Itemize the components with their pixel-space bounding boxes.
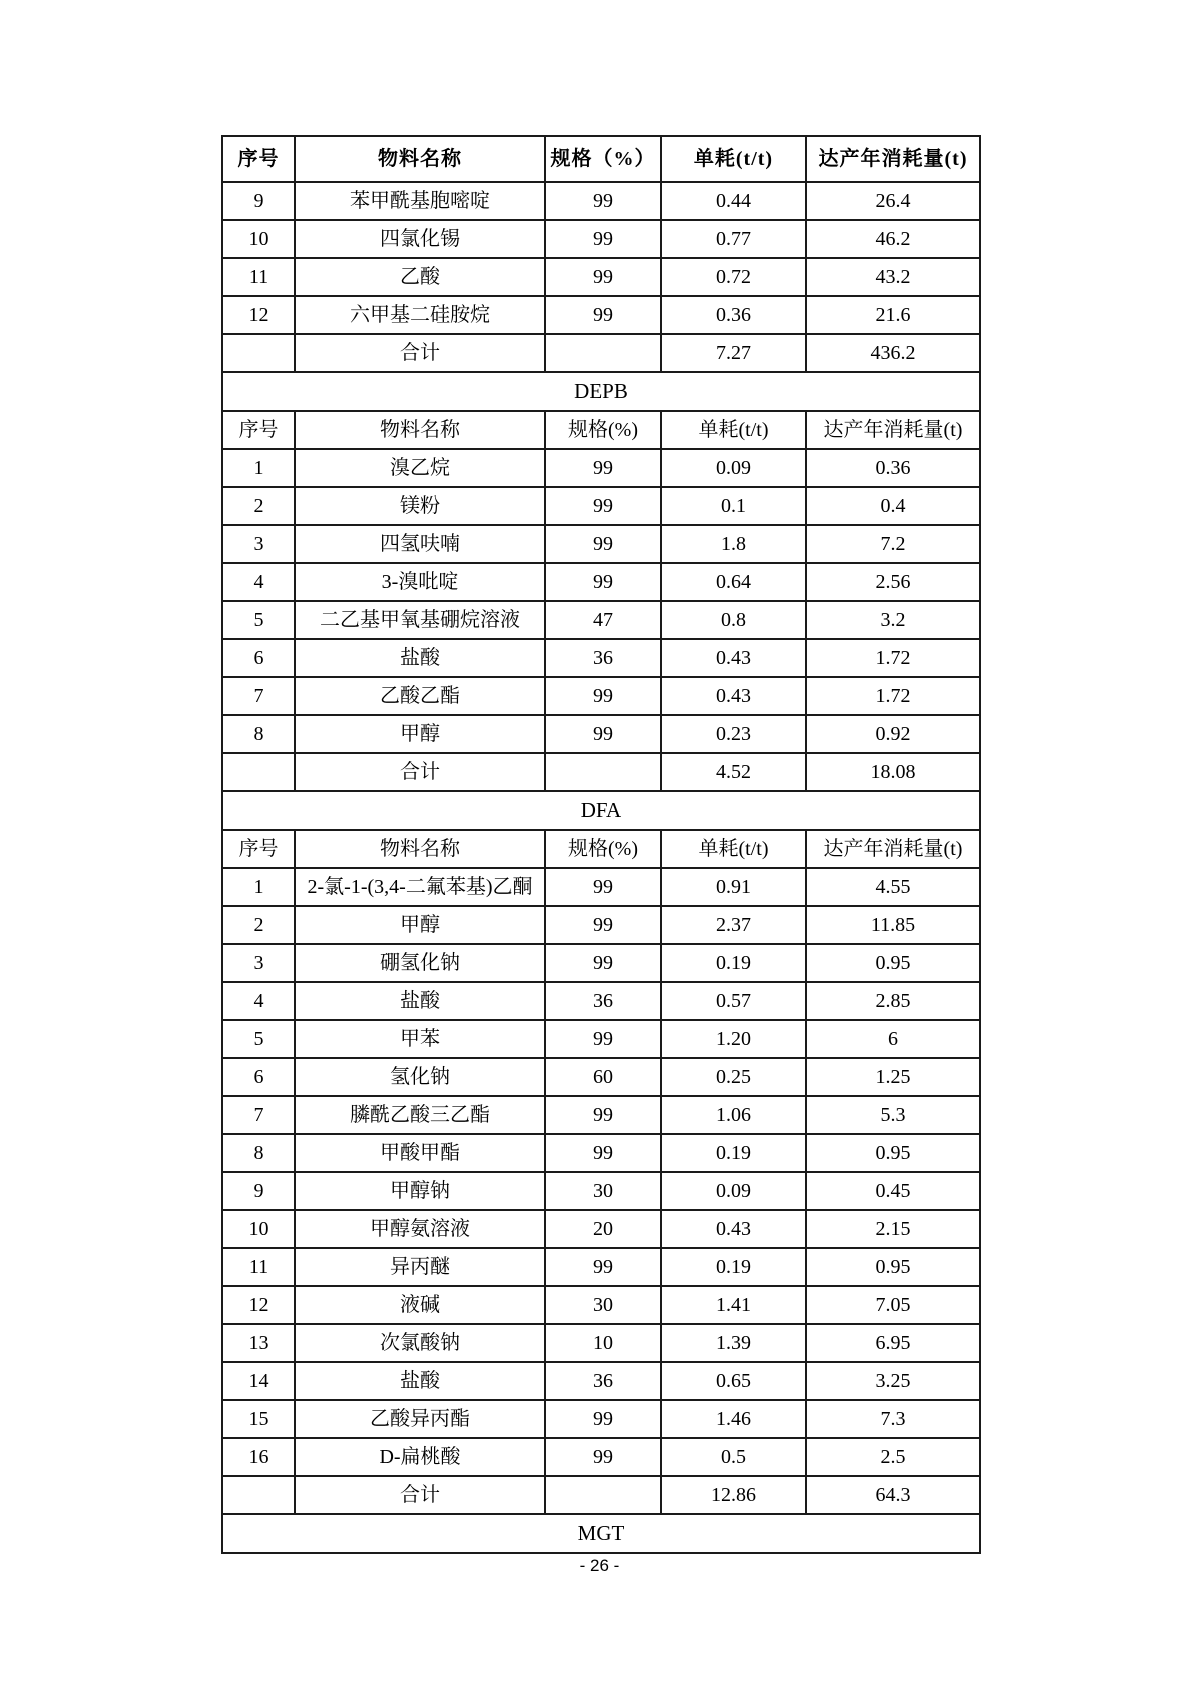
- section-title-row-mgt: [222, 1514, 980, 1553]
- material-row: [222, 601, 980, 639]
- seq-cell: 11: [222, 258, 295, 296]
- material-row: [222, 1096, 980, 1134]
- material-name-cell: 苯甲酰基胞嘧啶: [295, 182, 545, 220]
- unit-consumption-cell: 0.19: [661, 944, 806, 982]
- spec-cell: 99: [545, 296, 661, 334]
- material-name-cell: 二乙基甲氧基硼烷溶液: [295, 601, 545, 639]
- spec-cell: 99: [545, 1248, 661, 1286]
- unit-consumption-cell: 0.5: [661, 1438, 806, 1476]
- annual-consumption-cell: 4.55: [806, 868, 980, 906]
- header-material-name-cell: 物料名称: [295, 411, 545, 449]
- spec-cell: 99: [545, 487, 661, 525]
- annual-consumption-cell: 21.6: [806, 296, 980, 334]
- unit-consumption-cell: 0.43: [661, 639, 806, 677]
- seq-cell: 7: [222, 1096, 295, 1134]
- annual-consumption-cell: 1.25: [806, 1058, 980, 1096]
- unit-consumption-cell: 0.43: [661, 1210, 806, 1248]
- total-annual-consumption-cell: 64.3: [806, 1476, 980, 1514]
- spec-cell: 99: [545, 1438, 661, 1476]
- material-name-cell: 2-氯-1-(3,4-二氟苯基)乙酮: [295, 868, 545, 906]
- spec-cell: 60: [545, 1058, 661, 1096]
- seq-cell: 10: [222, 1210, 295, 1248]
- annual-consumption-cell: 11.85: [806, 906, 980, 944]
- seq-cell: 2: [222, 906, 295, 944]
- annual-consumption-cell: 3.25: [806, 1362, 980, 1400]
- header-annual-consumption-cell: 达产年消耗量(t): [806, 411, 980, 449]
- total-row: [222, 1476, 980, 1514]
- material-name-cell: 盐酸: [295, 639, 545, 677]
- unit-consumption-cell: 0.36: [661, 296, 806, 334]
- material-name-cell: 乙酸异丙酯: [295, 1400, 545, 1438]
- header-spec-cell: 规格（%）: [545, 136, 661, 182]
- header-row-section-0: [222, 136, 980, 182]
- material-name-cell: 盐酸: [295, 982, 545, 1020]
- seq-cell: 5: [222, 1020, 295, 1058]
- header-unit-consumption-cell: 单耗(t/t): [661, 830, 806, 868]
- spec-cell: 30: [545, 1172, 661, 1210]
- seq-cell: 9: [222, 182, 295, 220]
- seq-cell: 1: [222, 449, 295, 487]
- material-row: [222, 1400, 980, 1438]
- unit-consumption-cell: 0.8: [661, 601, 806, 639]
- material-name-cell: 四氯化锡: [295, 220, 545, 258]
- annual-consumption-cell: 2.15: [806, 1210, 980, 1248]
- unit-consumption-cell: 1.39: [661, 1324, 806, 1362]
- material-name-cell: 溴乙烷: [295, 449, 545, 487]
- header-spec-cell: 规格(%): [545, 830, 661, 868]
- total-spec-cell: [545, 1476, 661, 1514]
- material-consumption-table-body: [222, 136, 980, 1553]
- material-row: [222, 1058, 980, 1096]
- seq-cell: 3: [222, 525, 295, 563]
- spec-cell: 99: [545, 677, 661, 715]
- annual-consumption-cell: 0.45: [806, 1172, 980, 1210]
- seq-cell: 8: [222, 715, 295, 753]
- header-annual-consumption-cell: 达产年消耗量(t): [806, 830, 980, 868]
- material-row: [222, 715, 980, 753]
- material-name-cell: 3-溴吡啶: [295, 563, 545, 601]
- unit-consumption-cell: 0.09: [661, 1172, 806, 1210]
- spec-cell: 99: [545, 258, 661, 296]
- spec-cell: 99: [545, 868, 661, 906]
- total-material-name-cell: 合计: [295, 1476, 545, 1514]
- seq-cell: 10: [222, 220, 295, 258]
- unit-consumption-cell: 0.77: [661, 220, 806, 258]
- material-row: [222, 1210, 980, 1248]
- annual-consumption-cell: 1.72: [806, 639, 980, 677]
- section-title-row-dfa: [222, 791, 980, 830]
- annual-consumption-cell: 26.4: [806, 182, 980, 220]
- material-name-cell: 六甲基二硅胺烷: [295, 296, 545, 334]
- total-row: [222, 334, 980, 372]
- seq-cell: 12: [222, 296, 295, 334]
- spec-cell: 99: [545, 182, 661, 220]
- material-row: [222, 1134, 980, 1172]
- annual-consumption-cell: 5.3: [806, 1096, 980, 1134]
- unit-consumption-cell: 0.19: [661, 1134, 806, 1172]
- unit-consumption-cell: 0.57: [661, 982, 806, 1020]
- material-name-cell: 异丙醚: [295, 1248, 545, 1286]
- material-row: [222, 868, 980, 906]
- spec-cell: 30: [545, 1286, 661, 1324]
- material-name-cell: 甲醇: [295, 906, 545, 944]
- header-unit-consumption-cell: 单耗(t/t): [661, 411, 806, 449]
- spec-cell: 99: [545, 449, 661, 487]
- unit-consumption-cell: 0.64: [661, 563, 806, 601]
- seq-cell: 2: [222, 487, 295, 525]
- section-title-dfa: DFA: [222, 791, 980, 830]
- material-name-cell: 甲醇钠: [295, 1172, 545, 1210]
- material-name-cell: 乙酸: [295, 258, 545, 296]
- material-name-cell: 膦酰乙酸三乙酯: [295, 1096, 545, 1134]
- total-unit-consumption-cell: 7.27: [661, 334, 806, 372]
- unit-consumption-cell: 1.46: [661, 1400, 806, 1438]
- seq-cell: 14: [222, 1362, 295, 1400]
- header-material-name-cell: 物料名称: [295, 830, 545, 868]
- spec-cell: 99: [545, 944, 661, 982]
- spec-cell: 99: [545, 525, 661, 563]
- material-consumption-table: [221, 135, 981, 1554]
- material-row: [222, 1438, 980, 1476]
- unit-consumption-cell: 0.72: [661, 258, 806, 296]
- annual-consumption-cell: 0.95: [806, 944, 980, 982]
- seq-cell: 1: [222, 868, 295, 906]
- spec-cell: 99: [545, 563, 661, 601]
- annual-consumption-cell: 43.2: [806, 258, 980, 296]
- material-name-cell: 甲酸甲酯: [295, 1134, 545, 1172]
- material-name-cell: 甲苯: [295, 1020, 545, 1058]
- total-row: [222, 753, 980, 791]
- header-row-section-2: [222, 830, 980, 868]
- material-name-cell: 氢化钠: [295, 1058, 545, 1096]
- material-row: [222, 563, 980, 601]
- total-annual-consumption-cell: 18.08: [806, 753, 980, 791]
- total-seq-cell: [222, 1476, 295, 1514]
- unit-consumption-cell: 1.06: [661, 1096, 806, 1134]
- spec-cell: 36: [545, 639, 661, 677]
- material-name-cell: 盐酸: [295, 1362, 545, 1400]
- total-material-name-cell: 合计: [295, 753, 545, 791]
- spec-cell: 99: [545, 1400, 661, 1438]
- material-row: [222, 982, 980, 1020]
- unit-consumption-cell: 0.1: [661, 487, 806, 525]
- seq-cell: 11: [222, 1248, 295, 1286]
- spec-cell: 99: [545, 715, 661, 753]
- spec-cell: 10: [545, 1324, 661, 1362]
- material-row: [222, 258, 980, 296]
- total-spec-cell: [545, 753, 661, 791]
- unit-consumption-cell: 0.23: [661, 715, 806, 753]
- seq-cell: 13: [222, 1324, 295, 1362]
- section-title-mgt: MGT: [222, 1514, 980, 1553]
- material-row: [222, 1248, 980, 1286]
- material-row: [222, 182, 980, 220]
- unit-consumption-cell: 0.44: [661, 182, 806, 220]
- annual-consumption-cell: 0.36: [806, 449, 980, 487]
- material-name-cell: 次氯酸钠: [295, 1324, 545, 1362]
- header-seq-cell: 序号: [222, 830, 295, 868]
- unit-consumption-cell: 2.37: [661, 906, 806, 944]
- spec-cell: 99: [545, 1020, 661, 1058]
- spec-cell: 99: [545, 1096, 661, 1134]
- seq-cell: 4: [222, 982, 295, 1020]
- annual-consumption-cell: 2.5: [806, 1438, 980, 1476]
- total-unit-consumption-cell: 4.52: [661, 753, 806, 791]
- header-annual-consumption-cell: 达产年消耗量(t): [806, 136, 980, 182]
- material-name-cell: D-扁桃酸: [295, 1438, 545, 1476]
- material-name-cell: 乙酸乙酯: [295, 677, 545, 715]
- material-row: [222, 1324, 980, 1362]
- total-material-name-cell: 合计: [295, 334, 545, 372]
- seq-cell: 16: [222, 1438, 295, 1476]
- material-name-cell: 甲醇: [295, 715, 545, 753]
- material-name-cell: 四氢呋喃: [295, 525, 545, 563]
- annual-consumption-cell: 6.95: [806, 1324, 980, 1362]
- total-seq-cell: [222, 334, 295, 372]
- material-row: [222, 1172, 980, 1210]
- spec-cell: 99: [545, 1134, 661, 1172]
- material-row: [222, 677, 980, 715]
- spec-cell: 99: [545, 906, 661, 944]
- annual-consumption-cell: 7.05: [806, 1286, 980, 1324]
- material-name-cell: 甲醇氨溶液: [295, 1210, 545, 1248]
- unit-consumption-cell: 1.8: [661, 525, 806, 563]
- seq-cell: 8: [222, 1134, 295, 1172]
- material-name-cell: 镁粉: [295, 487, 545, 525]
- annual-consumption-cell: 7.3: [806, 1400, 980, 1438]
- header-unit-consumption-cell: 单耗(t/t): [661, 136, 806, 182]
- section-title-depb: DEPB: [222, 372, 980, 411]
- material-name-cell: 硼氢化钠: [295, 944, 545, 982]
- annual-consumption-cell: 2.85: [806, 982, 980, 1020]
- seq-cell: 6: [222, 639, 295, 677]
- unit-consumption-cell: 0.19: [661, 1248, 806, 1286]
- material-name-cell: 液碱: [295, 1286, 545, 1324]
- unit-consumption-cell: 0.09: [661, 449, 806, 487]
- seq-cell: 6: [222, 1058, 295, 1096]
- material-row: [222, 487, 980, 525]
- annual-consumption-cell: 3.2: [806, 601, 980, 639]
- material-row: [222, 906, 980, 944]
- seq-cell: 12: [222, 1286, 295, 1324]
- seq-cell: 7: [222, 677, 295, 715]
- header-seq-cell: 序号: [222, 411, 295, 449]
- unit-consumption-cell: 0.25: [661, 1058, 806, 1096]
- annual-consumption-cell: 0.95: [806, 1134, 980, 1172]
- seq-cell: 4: [222, 563, 295, 601]
- material-row: [222, 220, 980, 258]
- spec-cell: 99: [545, 220, 661, 258]
- annual-consumption-cell: 6: [806, 1020, 980, 1058]
- total-unit-consumption-cell: 12.86: [661, 1476, 806, 1514]
- material-row: [222, 296, 980, 334]
- page-number: - 26 -: [579, 1556, 620, 1575]
- total-spec-cell: [545, 334, 661, 372]
- header-material-name-cell: 物料名称: [295, 136, 545, 182]
- unit-consumption-cell: 1.20: [661, 1020, 806, 1058]
- total-annual-consumption-cell: 436.2: [806, 334, 980, 372]
- unit-consumption-cell: 0.91: [661, 868, 806, 906]
- material-row: [222, 639, 980, 677]
- unit-consumption-cell: 0.43: [661, 677, 806, 715]
- spec-cell: 36: [545, 1362, 661, 1400]
- seq-cell: 5: [222, 601, 295, 639]
- spec-cell: 20: [545, 1210, 661, 1248]
- spec-cell: 47: [545, 601, 661, 639]
- material-row: [222, 1362, 980, 1400]
- material-row: [222, 944, 980, 982]
- material-row: [222, 1286, 980, 1324]
- unit-consumption-cell: 0.65: [661, 1362, 806, 1400]
- unit-consumption-cell: 1.41: [661, 1286, 806, 1324]
- material-row: [222, 449, 980, 487]
- annual-consumption-cell: 0.92: [806, 715, 980, 753]
- spec-cell: 36: [545, 982, 661, 1020]
- annual-consumption-cell: 46.2: [806, 220, 980, 258]
- annual-consumption-cell: 0.4: [806, 487, 980, 525]
- total-seq-cell: [222, 753, 295, 791]
- seq-cell: 15: [222, 1400, 295, 1438]
- material-row: [222, 1020, 980, 1058]
- annual-consumption-cell: 1.72: [806, 677, 980, 715]
- header-spec-cell: 规格(%): [545, 411, 661, 449]
- annual-consumption-cell: 2.56: [806, 563, 980, 601]
- header-seq-cell: 序号: [222, 136, 295, 182]
- seq-cell: 9: [222, 1172, 295, 1210]
- seq-cell: 3: [222, 944, 295, 982]
- annual-consumption-cell: 7.2: [806, 525, 980, 563]
- header-row-section-1: [222, 411, 980, 449]
- section-title-row-depb: [222, 372, 980, 411]
- material-row: [222, 525, 980, 563]
- annual-consumption-cell: 0.95: [806, 1248, 980, 1286]
